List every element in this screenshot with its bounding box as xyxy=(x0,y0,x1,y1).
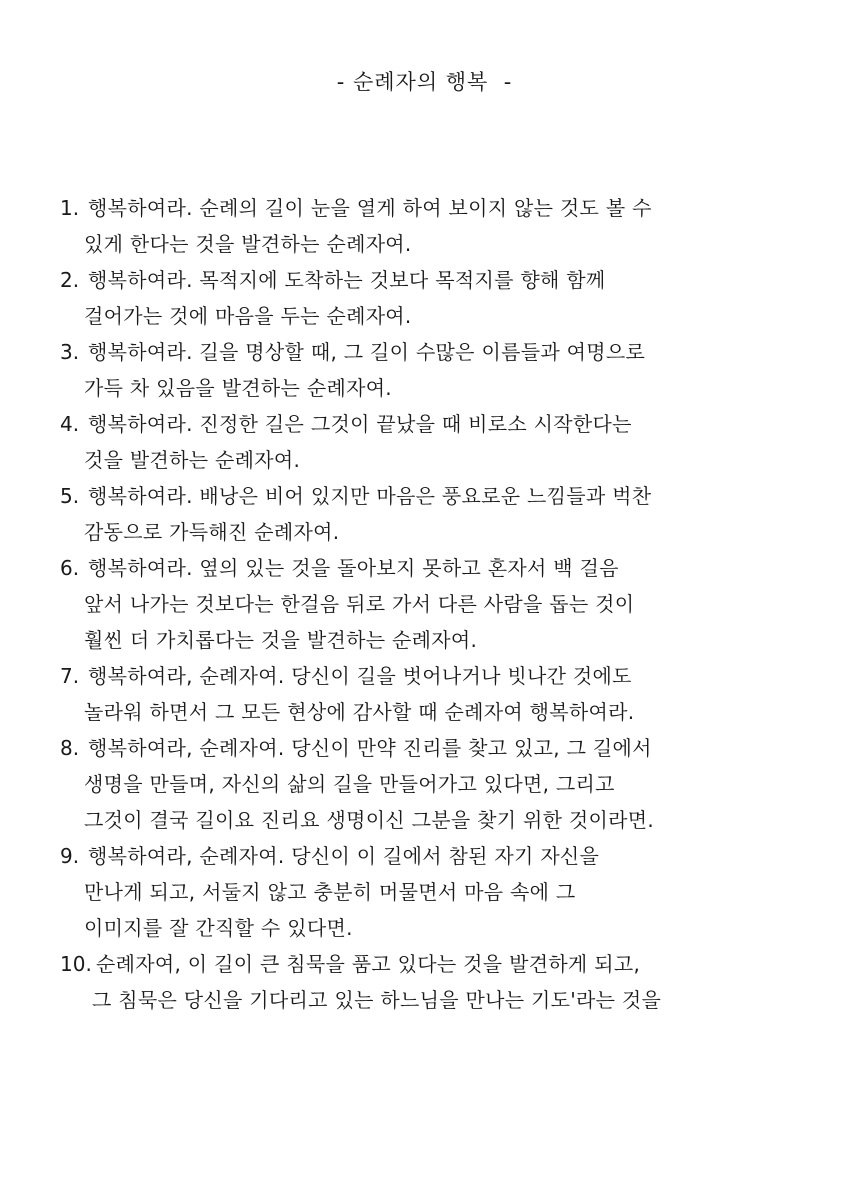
item-number: 8. xyxy=(60,736,80,760)
list-item xyxy=(60,730,800,838)
list-item xyxy=(60,262,800,334)
item-number: 9. xyxy=(60,844,80,868)
list-item xyxy=(60,406,800,478)
item-text-line: 행복하여라. 배낭은 비어 있지만 마음은 풍요로운 느낌들과 벅찬 xyxy=(88,484,652,508)
item-text-line: 이미지를 잘 간직할 수 있다면. xyxy=(84,916,353,940)
item-text-line: 행복하여라, 순례자여. 당신이 만약 진리를 찾고 있고, 그 길에서 xyxy=(88,736,652,760)
item-text-line: 행복하여라. 순례의 길이 눈을 열게 하여 보이지 않는 것도 볼 수 xyxy=(88,196,652,220)
item-text-line: 놀라워 하면서 그 모든 현상에 감사할 때 순례자여 행복하여라. xyxy=(84,700,635,724)
item-text-line: 가득 차 있음을 발견하는 순례자여. xyxy=(84,376,392,400)
item-number: 3. xyxy=(60,340,80,364)
item-text-line: 순례자여, 이 길이 큰 침묵을 품고 있다는 것을 발견하게 되고, xyxy=(96,952,641,976)
item-text-line: 행복하여라, 순례자여. 당신이 길을 벗어나거나 빗나간 것에도 xyxy=(88,664,632,688)
list-item xyxy=(60,838,800,946)
item-number: 7. xyxy=(60,664,80,688)
item-number: 1. xyxy=(60,196,80,220)
list-item xyxy=(60,550,800,658)
item-number: 4. xyxy=(60,412,80,436)
item-text-line: 행복하여라. 목적지에 도착하는 것보다 목적지를 향해 함께 xyxy=(88,268,606,292)
list-item xyxy=(60,478,800,550)
list-item xyxy=(60,658,800,730)
item-text-line: 것을 발견하는 순례자여. xyxy=(84,448,301,472)
item-text-line: 훨씬 더 가치롭다는 것을 발견하는 순례자여. xyxy=(84,628,478,652)
beatitude-list xyxy=(60,190,800,1018)
item-text-line: 만나게 되고, 서둘지 않고 충분히 머물면서 마음 속에 그 xyxy=(84,880,576,904)
item-text-line: 그것이 결국 길이요 진리요 생명이신 그분을 찾기 위한 것이라면. xyxy=(84,808,655,832)
item-text-line: 생명을 만들며, 자신의 삶의 길을 만들어가고 있다면, 그리고 xyxy=(84,772,615,796)
item-text-line: 행복하여라. 길을 명상할 때, 그 길이 수많은 이름들과 여명으로 xyxy=(88,340,646,364)
item-text-line: 행복하여라. 진정한 길은 그것이 끝났을 때 비로소 시작한다는 xyxy=(88,412,632,436)
item-text-line: 행복하여라, 순례자여. 당신이 이 길에서 참된 자기 자신을 xyxy=(88,844,600,868)
item-text-line: 있게 한다는 것을 발견하는 순례자여. xyxy=(84,232,412,256)
item-text-line: 걸어가는 것에 마음을 두는 순례자여. xyxy=(84,304,412,328)
item-text-line: 감동으로 가득해진 순례자여. xyxy=(84,520,340,544)
item-number: 6. xyxy=(60,556,80,580)
item-number: 2. xyxy=(60,268,80,292)
document-title: - 순례자의 행복 - xyxy=(336,70,513,94)
item-number: 10. xyxy=(60,952,92,976)
item-text-line: 행복하여라. 옆의 있는 것을 돌아보지 못하고 혼자서 백 걸음 xyxy=(88,556,619,580)
item-text-line: 앞서 나가는 것보다는 한걸음 뒤로 가서 다른 사람을 돕는 것이 xyxy=(84,592,635,616)
item-text-line: 그 침묵은 당신을 기다리고 있는 하느님을 만나는 기도'라는 것을 xyxy=(92,988,662,1012)
list-item xyxy=(60,946,800,1018)
list-item xyxy=(60,334,800,406)
item-number: 5. xyxy=(60,484,80,508)
list-item xyxy=(60,190,800,262)
